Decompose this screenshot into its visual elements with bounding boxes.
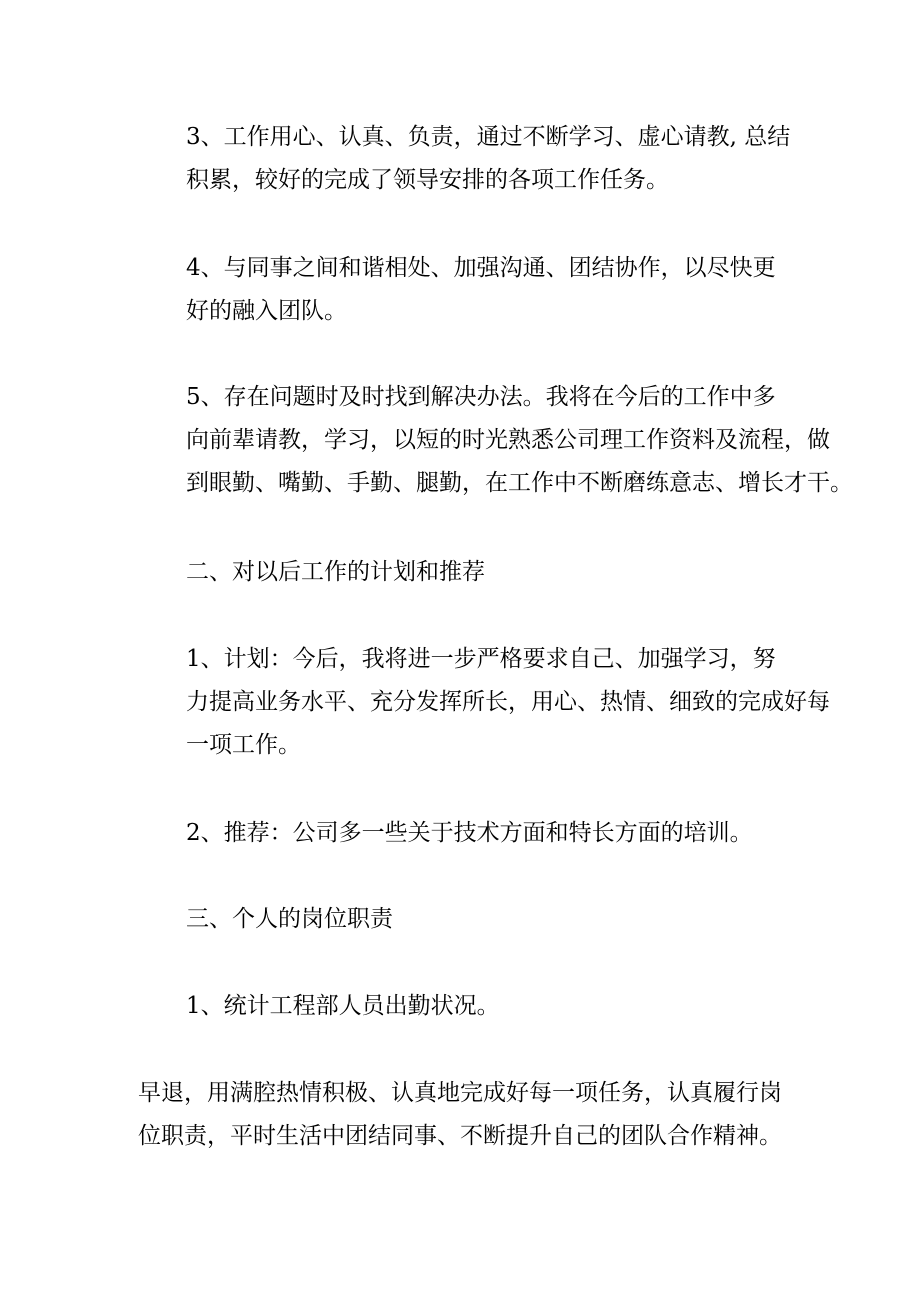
text-line: 早退，用满腔热情积极、认真地完成好每一项任务，认真履行岗 [138, 1080, 782, 1106]
text-line: 力提高业务水平、充分发挥所长，用心、热情、细致的完成好每 [186, 689, 830, 715]
paragraph-closing [138, 1072, 786, 1158]
text-line: 3、工作用心、认真、负责，通过不断学习、虚心请教, 总结 [186, 124, 791, 150]
text-line: 好的融入团队。 [186, 298, 347, 324]
text-line: 1、统计工程部人员出勤状况。 [186, 993, 500, 1019]
text-line: 积累，较好的完成了领导安排的各项工作任务。 [186, 167, 669, 193]
paragraph-colleagues [138, 247, 786, 333]
paragraph-attendance [138, 985, 786, 1028]
section-heading-plan [138, 551, 786, 594]
section-heading-duties [138, 898, 786, 941]
text-line: 向前辈请教，学习，以短的时光熟悉公司理工作资料及流程，做 [186, 427, 830, 453]
text-line: 5、存在问题时及时找到解决办法。我将在今后的工作中多 [186, 384, 776, 410]
paragraph-work-attitude [138, 116, 791, 202]
text-line: 1、计划：今后，我将进一步严格要求自己、加强学习，努 [186, 646, 776, 672]
text-line: 二、对以后工作的计划和推荐 [186, 559, 485, 585]
text-line: 一项工作。 [186, 732, 301, 758]
text-line: 4、与同事之间和谐相处、加强沟通、团结协作，以尽快更 [186, 255, 776, 281]
paragraph-problems [138, 376, 853, 505]
paragraph-recommend [138, 812, 786, 855]
text-line: 2、推荐：公司多一些关于技术方面和特长方面的培训。 [186, 820, 753, 846]
text-line: 三、个人的岗位职责 [186, 906, 393, 932]
text-line: 到眼勤、嘴勤、手勤、腿勤，在工作中不断磨练意志、增长才干。 [186, 470, 853, 496]
text-line: 位职责，平时生活中团结同事、不断提升自己的团队合作精神。 [138, 1123, 782, 1149]
paragraph-plan [138, 638, 830, 767]
